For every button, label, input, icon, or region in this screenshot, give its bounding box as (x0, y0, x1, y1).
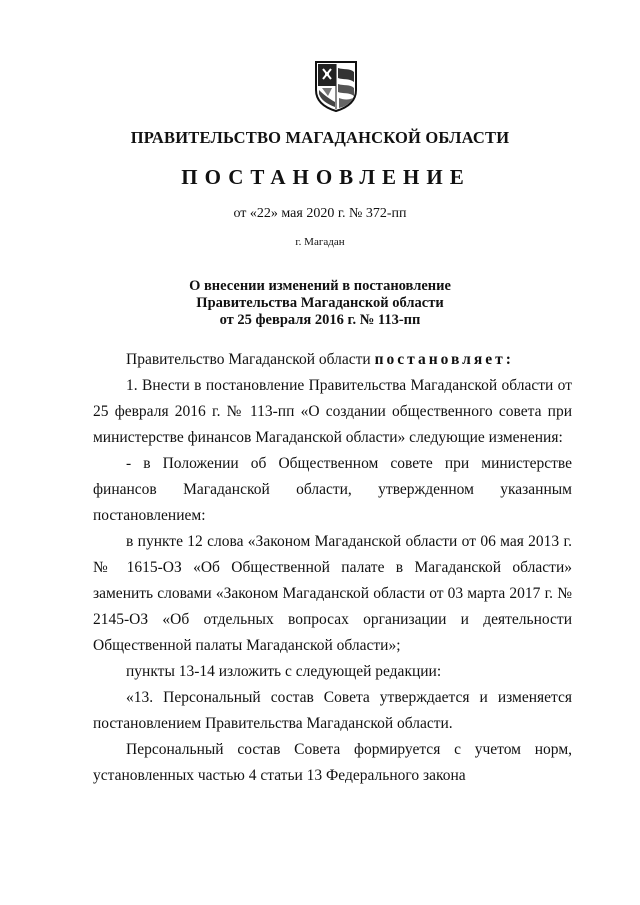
document-city: г. Магадан (295, 236, 345, 248)
subject-line-3: от 25 февраля 2016 г. № 113-пп (219, 312, 421, 328)
paragraph-2: - в Положении об Общественном совете при министерстве финансов Магаданской области, утвержденном указанным постановлением: (93, 455, 572, 524)
document-date-number: от «22» мая 2020 г. № 372-пп (233, 206, 407, 221)
document-body (93, 347, 572, 789)
subject-line-1: О внесении изменений в постановление (189, 278, 451, 294)
paragraph-6: Персональный состав Совета формируется с учетом норм, установленных частью 4 статьи 13 Федерального закона (93, 741, 572, 784)
intro-paragraph (93, 347, 572, 373)
paragraph-1: 1. Внести в постановление Правительства Магаданской области от 25 февраля 2016 г. № 113-пп «О создании общественного совета при министерстве финансов Магаданской области» следующие изменения: (93, 377, 572, 446)
document-type-title: ПОСТАНОВЛЕНИЕ (181, 165, 471, 189)
paragraph-5: «13. Персональный состав Совета утверждается и изменяется постановлением Правительства Магаданской области. (93, 689, 572, 732)
paragraph-3: в пункте 12 слова «Законом Магаданской области от 06 мая 2013 г. № 1615-ОЗ «Об Общественной палате в Магаданской области» заменить словами «Законом Магаданской области от 03 марта 2017 г. № 2145-ОЗ «Об отдельных вопросах организации и деятельности Общественной палаты Магаданской области»; (93, 533, 572, 654)
document-subject (0, 278, 640, 329)
coat-of-arms-icon (314, 60, 358, 112)
intro-verb: постановляет: (374, 351, 514, 368)
intro-text: Правительство Магаданской области (126, 351, 375, 368)
subject-line-2: Правительства Магаданской области (196, 295, 444, 311)
paragraph-4: пункты 13-14 изложить с следующей редакции: (126, 663, 442, 680)
issuing-authority: ПРАВИТЕЛЬСТВО МАГАДАНСКОЙ ОБЛАСТИ (130, 128, 510, 147)
